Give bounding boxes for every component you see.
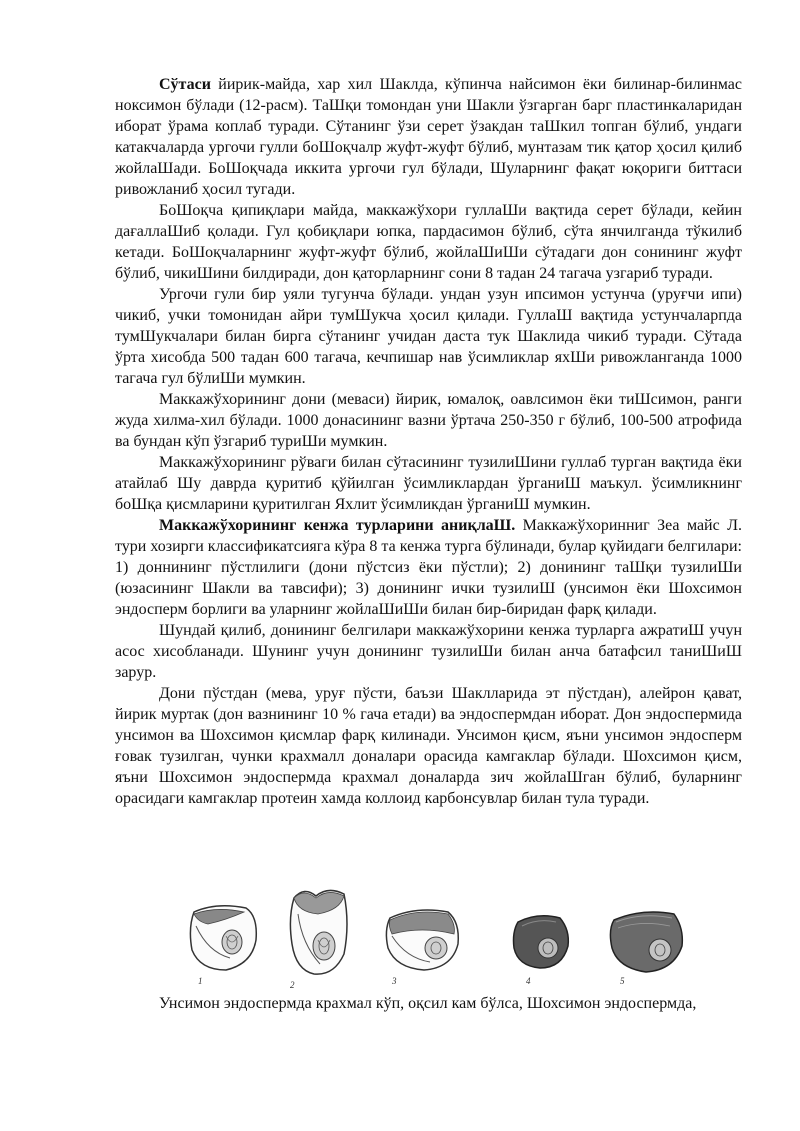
kernel-figure <box>178 880 718 990</box>
paragraph-text: БоШоқча қипиқлари майда, маккажўхори гуллаШи вақтида серет бўлади, кейин дағаллаШиб қолади. Гул қобиқлари юпка, пардасимон бўлиб, сўта янчилганда тўкилиб кетади. БоШоқчаларнинг жуфт-жуфт бўлиб, жойлаШиШи сўтадаги дон сонининг жуфт бўлиб, чикиШини билдиради, дон қаторларнинг сони 8 тадан 24 тагача узгариб туради. <box>115 202 742 282</box>
paragraph-text: Маккажўхорининг рўваги билан сўтасининг тузилиШини гуллаб турган вақтида ёки атайлаб Шу даврда қуритиб қўйилган ўсимликлардан ўрганиШ маъкул. ўсимликнинг боШқа қисмларини қуритилган Яхлит ўсимликдан ўрганиШ мумкин. <box>115 454 742 513</box>
paragraph-6 <box>115 515 742 620</box>
paragraph-4 <box>115 389 742 452</box>
figure-label-4: 4 <box>526 976 531 986</box>
paragraph-text: йирик-майда, хар хил Шаклда, кўпинча найсимон ёки билинар-билинмас ноксимон бўлади (12-расм). ТаШқи томондан уни Шакли ўзгарган барг пластинкаларидан иборат ўрама коплаб туради. Сўтанинг ўзи серет ўзакдан таШкил топган бўлиб, ундаги катакчаларда ургочи гулли боШоқчалр жуфт-жуфт бўлиб, мунтазам тик қатор ҳосил қилиб жойлаШади. БоШоқчада иккита ургочи гул бўлади, Шуларнинг фақат юқориги биттаси ривожланиб ҳосил тугади. <box>115 76 742 198</box>
figure-label-3: 3 <box>392 976 397 986</box>
paragraph-text: Ургочи гули бир уяли тугунча бўлади. ундан узун ипсимон устунча (уруғчи ипи) чикиб, учки томонидан айри тумШукча ҳосил қилади. ГуллаШ вақтида устунчаларпда тумШукчалари билан бирга сўтанинг учидан даста тук Шаклида чикиб туради. Сўтада ўрта хисобда 500 тадан 600 тагача, кечпишар нав ўсимликлар яхШи ривожланганда 1000 тагача гул бўлиШи мумкин. <box>115 286 742 387</box>
kernel-drawing-5 <box>606 906 686 976</box>
paragraph-3 <box>115 284 742 389</box>
paragraph-9 <box>115 993 742 1014</box>
figure-label-2: 2 <box>290 980 295 990</box>
paragraph-text: Маккажўхоринниг Зеа майс Л. тури хозирги классификатсияга кўра 8 та кенжа турга бўлинади, булар қуйидаги белгилари: 1) доннининг пўстлилиги (дони пўстсиз ёки пўстли); 2) донининг таШқи тузилиШи (юзасининг Шакли ва тавсифи); 3) донининг ички тузилиШ (унсимон ёки Шохсимон эндосперм борлиги ва уларнинг жойлаШиШи билан бир-биридан фарқ қилади. <box>115 517 743 618</box>
kernel-drawing-1 <box>186 902 260 974</box>
paragraph-text: Унсимон эндоспермда крахмал кўп, оқсил кам бўлса, Шохсимон эндоспермда, <box>159 995 697 1012</box>
paragraph-text: Маккажўхорининг дони (меваси) йирик, юмалоқ, оавлсимон ёки тиШсимон, ранги жуда хилма-хил бўлади. 1000 донасининг вазни ўртача 250-350 г бўлиб, 100-500 атрофида ва бундан кўп ўзгариб туриШи мумкин. <box>115 391 742 450</box>
paragraph-7 <box>115 620 742 683</box>
paragraph-text: Шундай қилиб, донининг белгилари маккажўхорини кенжа турларга ажратиШ учун асос хисобланади. Шунинг учун донининг тузилиШи билан анча батафсил таниШиШ зарур. <box>115 622 742 681</box>
document-body <box>115 74 742 809</box>
paragraph-5 <box>115 452 742 515</box>
kernel-drawing-4 <box>508 910 572 972</box>
paragraph-2 <box>115 200 742 284</box>
section-heading: Маккажўхорининг кенжа турларини аниқлаШ. <box>159 517 516 534</box>
kernel-drawing-2 <box>284 884 354 980</box>
paragraph-lead: Сўтаси <box>159 76 211 93</box>
figure-label-5: 5 <box>620 976 625 986</box>
kernel-drawing-3 <box>382 904 462 974</box>
paragraph-8 <box>115 683 742 809</box>
figure-label-1: 1 <box>198 976 203 986</box>
continuation-text <box>115 993 742 1014</box>
paragraph-1 <box>115 74 742 200</box>
paragraph-text: Дони пўстдан (мева, уруғ пўсти, баъзи Шаклларида эт пўстдан), алейрон қават, йирик муртак (дон вазнининг 10 % гача етади) ва эндоспермдан иборат. Дон эндоспермида унсимон ва Шохсимон қисмлар фарқ килинади. Унсимон қисм, яъни унсимон эндосперм ғовак тузилган, чунки крахмалл доналари орасида камгаклар бўлади. Шохсимон қисм, яъни Шохсимон эндоспермда крахмал доналарда зич жойлаШган бўлиб, буларнинг орасидаги камгаклар протеин хамда коллоид карбонсувлар билан тула туради. <box>115 685 742 807</box>
